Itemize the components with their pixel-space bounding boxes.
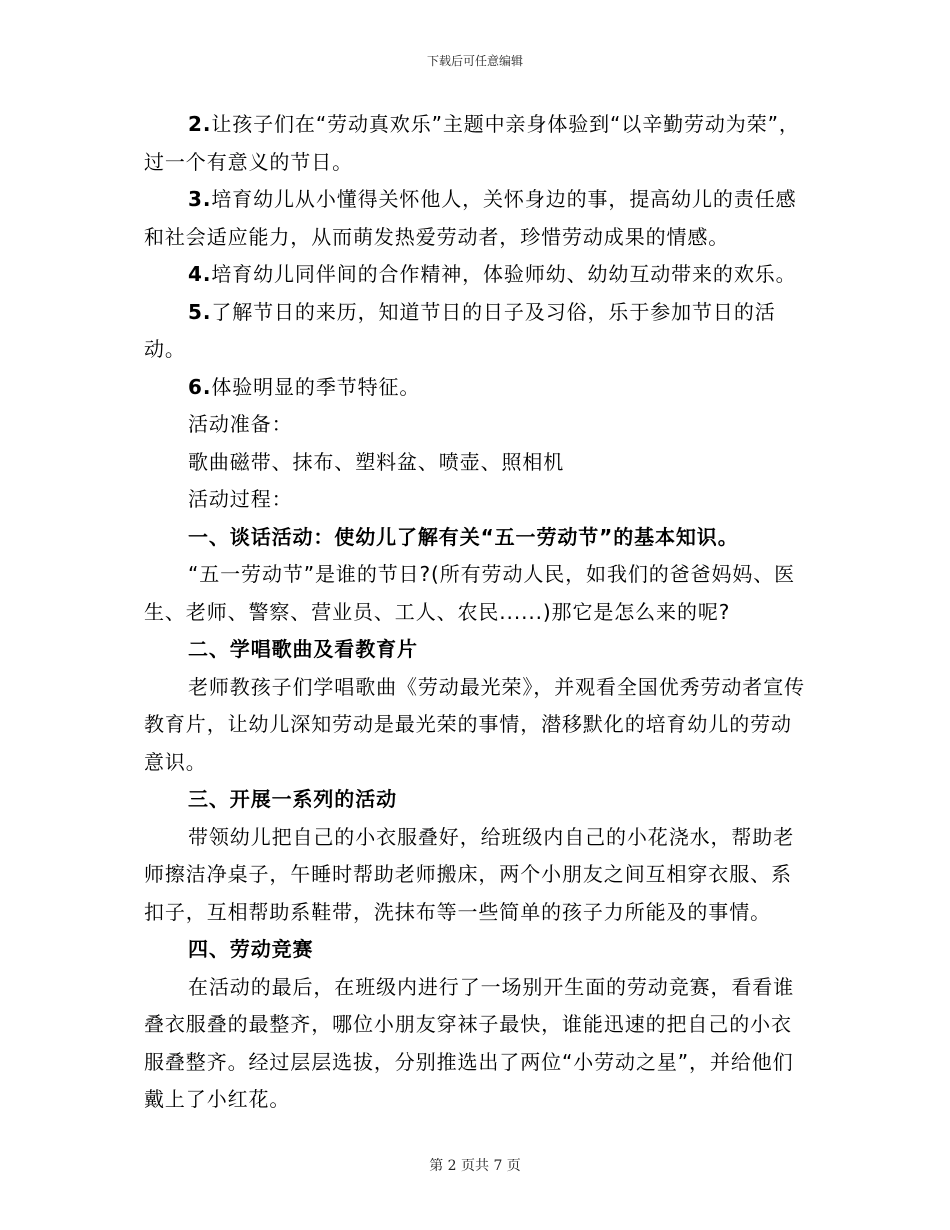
goal-text: 体验明显的季节特征。 bbox=[211, 374, 421, 399]
prep-label: 活动准备： bbox=[188, 412, 293, 436]
goal-number: 6. bbox=[188, 374, 212, 399]
section-3-text: 带领幼儿把自己的小衣服叠好，给班级内自己的小花浇水，帮助老师擦洁净桌子，午睡时帮助老师搬床，两个小朋友之间互相穿衣服、系扣子，互相帮助系鞋带，洗抹布等一些简单的孩子力所能及的事情。 bbox=[144, 824, 795, 924]
goal-item-2 bbox=[144, 106, 810, 181]
goal-number: 2. bbox=[188, 112, 212, 136]
section-1-title: 一、谈话活动：使幼儿了解有关“五一劳动节”的基本知识。 bbox=[188, 524, 739, 549]
goal-text: 让孩子们在“劳动真欢乐”主题中亲身体验到“以辛勤劳动为荣”，过一个有意义的节日。 bbox=[144, 112, 800, 174]
goal-number: 5. bbox=[188, 299, 212, 324]
section-4-title: 四、劳动竞赛 bbox=[188, 937, 314, 961]
page-header-note: 下载后可任意编辑 bbox=[426, 54, 523, 68]
section-1-text: “五一劳动节”是谁的节日?(所有劳动人民，如我们的爸爸妈妈、医生、老师、警察、营业员、工人、农民......)那它是怎么来的呢? bbox=[144, 562, 796, 624]
section-2-title: 二、学唱歌曲及看教育片 bbox=[188, 637, 418, 661]
page-footer-number: 第 2 页共 7 页 bbox=[429, 1158, 521, 1174]
goal-text: 培育幼儿从小懂得关怀他人，关怀身边的事，提高幼儿的责任感和社会适应能力，从而萌发热爱劳动者，珍惜劳动成果的情感。 bbox=[144, 187, 797, 249]
goal-text: 培育幼儿同伴间的合作精神，体验师幼、幼幼互动带来的欢乐。 bbox=[211, 262, 797, 286]
section-3-title: 三、开展一系列的活动 bbox=[188, 787, 397, 811]
goal-item-6 bbox=[144, 369, 810, 407]
goal-text: 了解节日的来历，知道节日的日子及习俗，乐于参加节日的活动。 bbox=[144, 299, 776, 361]
goal-number: 3. bbox=[188, 187, 212, 211]
section-4-text: 在活动的最后，在班级内进行了一场别开生面的劳动竞赛，看看谁叠衣服叠的最整齐，哪位小朋友穿袜子最快，谁能迅速的把自己的小衣服叠整齐。经过层层选拔，分别推选出了两位“小劳动之星”，并给他们戴上了小红花。 bbox=[144, 974, 795, 1111]
goal-item-5 bbox=[144, 294, 810, 369]
document-body bbox=[144, 106, 810, 1119]
prep-items: 歌曲磁带、抹布、塑料盆、喷壶、照相机 bbox=[188, 449, 565, 474]
goal-number: 4. bbox=[188, 262, 212, 286]
process-label: 活动过程： bbox=[188, 487, 293, 511]
section-2-text: 老师教孩子们学唱歌曲《劳动最光荣》，并观看全国优秀劳动者宣传教育片，让幼儿深知劳动是最光荣的事情，潜移默化的培育幼儿的劳动意识。 bbox=[144, 674, 805, 774]
goal-item-3 bbox=[144, 181, 810, 256]
goal-item-4 bbox=[144, 256, 810, 294]
